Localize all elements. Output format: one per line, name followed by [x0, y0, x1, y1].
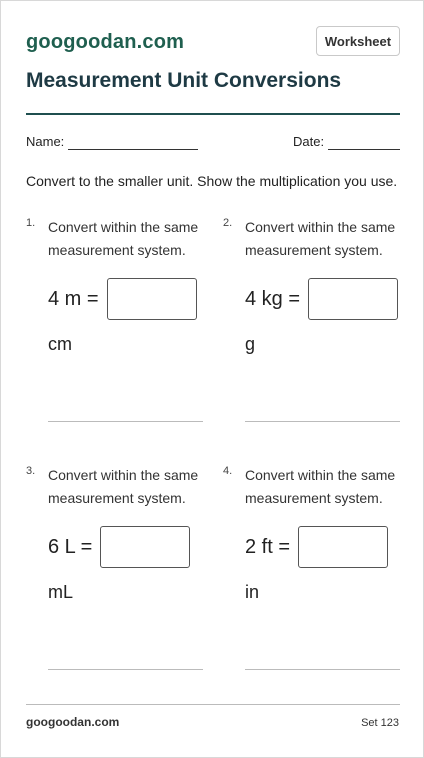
- problem-equation: [245, 526, 388, 568]
- problem-2: [223, 217, 398, 437]
- answer-box[interactable]: [100, 526, 190, 568]
- answer-box[interactable]: [107, 278, 197, 320]
- problem-number: 4.: [223, 465, 233, 477]
- name-field[interactable]: [68, 149, 198, 150]
- problem-equation: [48, 278, 197, 320]
- work-line[interactable]: [245, 669, 400, 670]
- page-title: Measurement Unit Conversions: [26, 69, 342, 92]
- problem-prompt: Convert within the same measurement system.: [48, 219, 199, 258]
- footer-brand: googoodan.com: [26, 715, 120, 729]
- worksheet-badge: Worksheet: [316, 26, 400, 56]
- target-unit: g: [245, 334, 256, 354]
- problem-equation: [48, 526, 190, 568]
- title-divider: [26, 113, 400, 115]
- work-line[interactable]: [48, 421, 203, 422]
- problem-1: [26, 217, 201, 437]
- answer-box[interactable]: [298, 526, 388, 568]
- problem-4: [223, 465, 398, 685]
- problem-prompt: Convert within the same measurement system.: [245, 467, 396, 506]
- site-brand: googoodan.com: [26, 31, 185, 53]
- footer-set-label: Set 123: [361, 717, 399, 729]
- work-line[interactable]: [245, 421, 400, 422]
- work-line[interactable]: [48, 669, 203, 670]
- instructions: Convert to the smaller unit. Show the multiplication you use.: [26, 173, 398, 189]
- name-label: Name:: [26, 134, 65, 149]
- problem-number: 2.: [223, 217, 233, 229]
- date-field[interactable]: [328, 149, 400, 150]
- problem-expression: 4 m =: [48, 287, 99, 310]
- target-unit: mL: [48, 582, 74, 602]
- problem-equation: [245, 278, 398, 320]
- problem-number: 1.: [26, 217, 36, 229]
- target-unit: in: [245, 582, 260, 602]
- target-unit: cm: [48, 334, 72, 354]
- date-label: Date:: [293, 134, 325, 149]
- footer-divider: [26, 704, 400, 705]
- answer-box[interactable]: [308, 278, 398, 320]
- problem-number: 3.: [26, 465, 36, 477]
- problem-3: [26, 465, 201, 685]
- problem-expression: 4 kg =: [245, 287, 301, 310]
- problem-expression: 2 ft =: [245, 535, 291, 558]
- problem-expression: 6 L =: [48, 535, 93, 558]
- problem-prompt: Convert within the same measurement system.: [245, 219, 396, 258]
- problem-prompt: Convert within the same measurement system.: [48, 467, 199, 506]
